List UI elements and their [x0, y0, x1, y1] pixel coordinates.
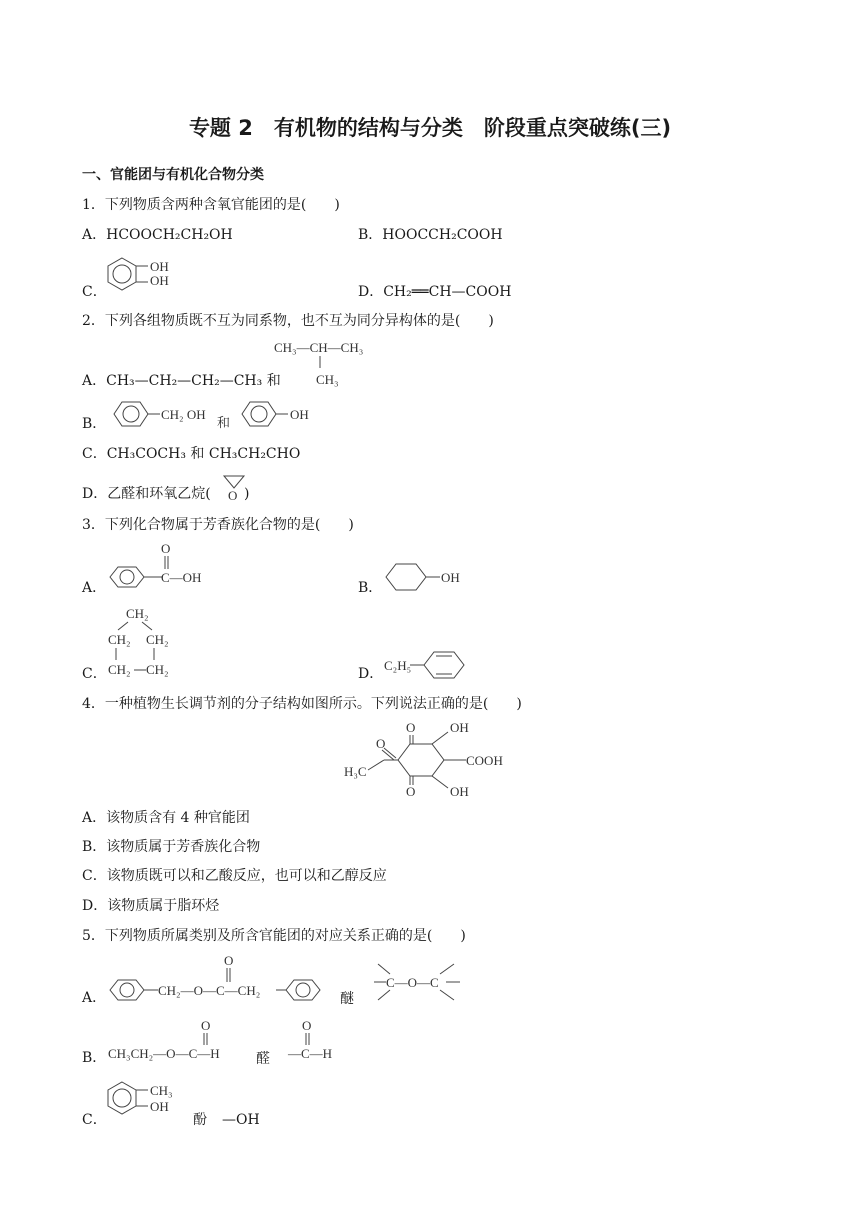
q5-option-c: C．: [82, 1112, 107, 1128]
q5-c-group: —OH: [222, 1112, 260, 1128]
q4-option-b: B．该物质属于芳香族化合物: [82, 839, 261, 855]
q4-option-c: C．该物质既可以和乙酸反应，也可以和乙醇反应: [82, 868, 387, 884]
q4-ketone-o: O: [376, 736, 386, 751]
q2-stem: 2．下列各组物质既不互为同系物，也不互为同分异构体的是( ): [82, 313, 494, 329]
q1-oh-label-2: OH: [150, 273, 169, 288]
q4-stem: 4．一种植物生长调节剂的分子结构如图所示。下列说法正确的是( ): [82, 696, 522, 712]
q2-benzyl-alcohol-phenol: [104, 398, 324, 432]
q3-option-d: D．: [358, 666, 384, 682]
q1-oh-label-1: OH: [150, 259, 169, 274]
q2-ch2oh-label: CH₂ OH: [161, 407, 206, 422]
q2-isobutane-structure: [270, 336, 400, 388]
q5-option-b: B．: [82, 1050, 107, 1066]
q1-option-d: D．CH₂══CH—COOH: [358, 284, 512, 300]
q2-epoxide-structure: [218, 472, 258, 504]
q5-a-group-label: C—O—C: [386, 975, 439, 990]
q5-c-class: 酚: [193, 1112, 207, 1128]
q1-option-b: B．HOOCCH₂COOH: [358, 227, 503, 243]
q5-cresol-structure: [104, 1076, 194, 1122]
q5-b-group-label: —C—H: [288, 1046, 333, 1061]
q3-d-c2h5-label: C₂H₅: [384, 658, 412, 673]
q5-b-o-label: O: [201, 1018, 211, 1033]
q5-ethyl-formate-structure: [104, 1016, 254, 1066]
q3-benzoic-acid-structure: [104, 540, 224, 596]
q4-molecule-structure: [340, 716, 530, 804]
q2-isobutane-bottom: CH₃: [316, 372, 339, 387]
q3-option-c: C．: [82, 666, 107, 682]
q1-stem: 1．下列物质含两种含氧官能团的是( ): [82, 197, 340, 213]
q2-option-c: C．CH₃COCH₃ 和 CH₃CH₂CHO: [82, 446, 301, 462]
q1-option-c: C．: [82, 284, 107, 300]
q4-cooh-label: COOH: [466, 753, 503, 768]
q4-option-d: D．该物质属于脂环烃: [82, 898, 220, 914]
q4-option-a: A．该物质含有 4 种官能团: [82, 810, 250, 826]
q5-b-formula-label: CH₃CH₂—O—C—H: [108, 1046, 220, 1061]
q4-ring-o-bottom: O: [406, 784, 416, 799]
q3-cyclopentane-structure: [104, 600, 194, 684]
q1-catechol-structure: [104, 252, 184, 296]
q2-option-d-close: ): [244, 486, 250, 502]
q2-option-b: B．: [82, 416, 107, 432]
q4-h3c-label: H₃C: [344, 764, 367, 779]
q2-option-a: A．CH₃—CH₂—CH₂—CH₃ 和: [82, 373, 281, 389]
q5-b-class: 醛: [256, 1051, 270, 1067]
q3-c-ch2-left-2: CH₂: [108, 662, 131, 677]
q3-option-a: A．: [82, 580, 107, 596]
q5-c-oh-label: OH: [150, 1099, 169, 1114]
q2-oh-label: OH: [290, 407, 309, 422]
q3-a-o-label: O: [161, 541, 171, 556]
q4-oh-bottom: OH: [450, 784, 469, 799]
q4-ring-o-top: O: [406, 720, 416, 735]
q3-c-ch2-left-1: CH₂: [108, 632, 131, 647]
q1-option-a: A．HCOOCH₂CH₂OH: [82, 227, 233, 243]
q3-c-ch2-right-2: CH₂: [146, 662, 169, 677]
q3-ethylcyclohexadiene-structure: [380, 648, 480, 684]
q3-a-coh-label: C—OH: [161, 570, 202, 585]
page-title: 专题 2 有机物的结构与分类 阶段重点突破练(三): [188, 116, 672, 140]
q2-and-label: 和: [217, 415, 231, 430]
q5-c-ch3-label: CH₃: [150, 1083, 173, 1098]
q3-cyclohexanol-structure: [380, 560, 480, 596]
q2-option-d: D．乙醛和环氧乙烷(: [82, 486, 211, 502]
q5-a-chain-label: CH₂—O—C—CH₂: [158, 983, 261, 998]
q4-oh-top: OH: [450, 720, 469, 735]
q5-ether-group: [370, 960, 470, 1004]
q5-stem: 5．下列物质所属类别及所含官能团的对应关系正确的是( ): [82, 928, 466, 944]
q5-a-o-label: O: [224, 953, 234, 968]
q5-option-a: A．: [82, 990, 107, 1006]
q5-a-class: 醚: [340, 991, 354, 1007]
q5-ester-structure: [104, 950, 364, 1006]
q2-epoxide-o: O: [228, 488, 238, 503]
q3-b-oh-label: OH: [441, 570, 460, 585]
q2-isobutane-top: CH₃—CH—CH₃: [274, 340, 364, 355]
q5-aldehyde-group: [286, 1016, 356, 1066]
section-heading: 一、官能团与有机化合物分类: [82, 167, 264, 183]
q3-stem: 3．下列化合物属于芳香族化合物的是( ): [82, 517, 354, 533]
q5-b-group-o: O: [302, 1018, 312, 1033]
q3-c-ch2-right-1: CH₂: [146, 632, 169, 647]
q3-option-b: B．: [358, 580, 383, 596]
q3-c-ch2-top: CH₂: [126, 606, 149, 621]
